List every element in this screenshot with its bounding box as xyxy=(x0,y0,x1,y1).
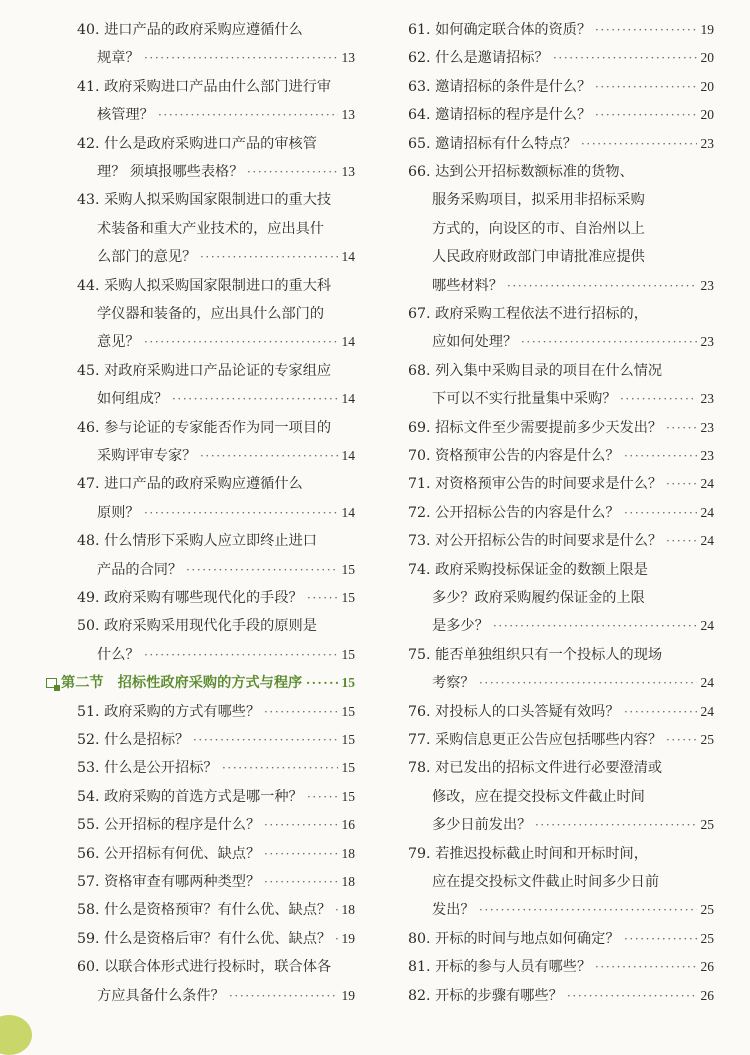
leader-dots xyxy=(535,815,697,835)
toc-entry-text: 是多少？ xyxy=(432,618,489,635)
page-number: 25 xyxy=(700,930,714,946)
page-number: 16 xyxy=(341,817,355,833)
toc-entry-text: 82. 开标的步骤有哪些？ xyxy=(408,987,563,1004)
page-number: 23 xyxy=(700,391,714,407)
leader-dots xyxy=(158,105,338,125)
toc-entry-text: 59. 什么是资格后审？有什么优、缺点？ xyxy=(77,930,332,947)
page-number: 18 xyxy=(341,902,355,918)
page-number: 25 xyxy=(700,732,714,747)
leader-dots xyxy=(306,673,338,693)
toc-entry-text: 学仪器和装备的，应出具什么部门的 xyxy=(97,306,325,322)
page-number: 19 xyxy=(341,987,355,1003)
toc-entry-text: 如何组成？ xyxy=(97,391,168,408)
toc-entry-text: 71. 对资格预审公告的时间要求是什么？ xyxy=(408,476,663,493)
toc-entry-text: 78. 对已发出的招标文件进行必要澄清或 xyxy=(408,760,663,777)
page-number: 23 xyxy=(700,334,714,350)
toc-entry-text: 多少日前发出？ xyxy=(432,817,532,834)
toc-entry-text: 62. 什么是邀请招标？ xyxy=(408,50,549,67)
leader-dots xyxy=(553,48,697,68)
leader-dots xyxy=(264,844,338,864)
leader-dots xyxy=(307,588,338,608)
toc-entry-text: 65. 邀请招标有什么特点？ xyxy=(408,135,577,152)
leader-dots xyxy=(222,758,338,778)
toc-entry-text: 56. 公开招标有何优、缺点？ xyxy=(77,845,261,862)
leader-dots xyxy=(247,162,338,182)
toc-entry-text: 41. 政府采购进口产品由什么部门进行审 xyxy=(77,78,332,95)
toc-entry-text: 52. 什么是招标？ xyxy=(77,732,190,748)
leader-dots xyxy=(479,673,697,693)
page-number: 26 xyxy=(700,987,714,1003)
toc-entry-text: 术装备和重大产业技术的，应出具什 xyxy=(97,220,325,237)
page-number: 20 xyxy=(700,78,714,94)
toc-entry-text: 51. 政府采购的方式有哪些？ xyxy=(77,703,261,720)
leader-dots xyxy=(595,957,697,977)
leader-dots xyxy=(567,986,697,1006)
leader-dots xyxy=(493,616,697,636)
leader-dots xyxy=(624,503,697,523)
toc-entry-text: 服务采购项目，拟采用非招标采购 xyxy=(432,192,645,209)
leader-dots xyxy=(595,77,697,97)
toc-entry-text: 67. 政府采购工程依法不进行招标的， xyxy=(408,306,648,322)
leader-dots xyxy=(666,418,697,438)
page-number: 26 xyxy=(700,959,714,975)
page-number: 15 xyxy=(341,788,355,804)
toc-entry-text: 原则？ xyxy=(97,504,140,521)
leader-dots xyxy=(624,929,697,949)
toc-entry-text: 方应具备什么条件？ xyxy=(97,987,225,1004)
toc-entry-text: 75. 能否单独组织只有一个投标人的现场 xyxy=(408,646,663,663)
leader-dots xyxy=(624,702,697,722)
leader-dots xyxy=(144,48,338,68)
toc-entry-text: 核管理？ xyxy=(97,107,154,124)
page-number: 15 xyxy=(341,561,355,577)
page-number: 15 xyxy=(341,703,355,719)
leader-dots xyxy=(595,20,697,40)
toc-entry-text: 63. 邀请招标的条件是什么？ xyxy=(408,78,592,95)
toc-entry-text: 70. 资格预审公告的内容是什么？ xyxy=(408,448,620,464)
leader-dots xyxy=(307,787,338,807)
leader-dots xyxy=(521,332,697,352)
toc-entry-text: 第二节 招标性政府采购的方式与程序 xyxy=(61,675,303,692)
leader-dots xyxy=(335,929,338,949)
page-number: 23 xyxy=(700,135,714,151)
page-number: 15 xyxy=(341,590,355,605)
leader-dots xyxy=(144,503,338,523)
leader-dots xyxy=(186,560,338,580)
toc-entry-text: 44. 采购人拟采购国家限制进口的重大科 xyxy=(77,277,332,294)
toc-entry-text: 应在提交投标文件截止时间多少日前 xyxy=(432,874,660,890)
toc-entry-text: 应如何处理？ xyxy=(432,334,518,351)
page-number: 20 xyxy=(700,107,714,123)
page-number: 19 xyxy=(341,930,355,946)
page-number: 24 xyxy=(700,504,714,520)
leader-dots xyxy=(479,900,697,920)
toc-entry-text: 考察？ xyxy=(432,675,475,692)
toc-entry-text: 意见？ xyxy=(97,334,140,351)
toc-entry-text: 43. 采购人拟采购国家限制进口的重大技 xyxy=(77,192,332,209)
leader-dots xyxy=(200,247,338,267)
page-number: 24 xyxy=(700,618,714,634)
toc-entry-text: 46. 参与论证的专家能否作为同一项目的 xyxy=(77,419,332,436)
page-number: 15 xyxy=(341,760,355,776)
leader-dots xyxy=(666,474,697,494)
leader-dots xyxy=(666,531,697,551)
toc-entry-text: 多少？政府采购履约保证金的上限 xyxy=(432,590,645,606)
leader-dots xyxy=(507,276,697,296)
page-number: 15 xyxy=(341,646,355,662)
leader-dots xyxy=(666,730,697,750)
toc-entry-text: 60. 以联合体形式进行投标时，联合体各 xyxy=(77,959,332,976)
corner-decoration xyxy=(0,1015,32,1055)
page-number: 18 xyxy=(341,874,355,889)
leader-dots xyxy=(200,446,338,466)
page-number: 23 xyxy=(700,419,714,435)
leader-dots xyxy=(264,872,338,892)
toc-entry-text: 采购评审专家？ xyxy=(97,448,197,464)
page-number: 14 xyxy=(341,391,355,407)
toc-entry-text: 74. 政府采购投标保证金的数额上限是 xyxy=(408,561,648,578)
page-number: 23 xyxy=(700,277,714,293)
toc-entry-text: 79. 若推迟投标截止时间和开标时间， xyxy=(408,845,648,862)
page-number: 24 xyxy=(700,703,714,719)
toc-entry-text: 42. 什么是政府采购进口产品的审核管 xyxy=(77,135,317,152)
toc-entry-text: 58. 什么是资格预审？有什么优、缺点？ xyxy=(77,902,332,919)
leader-dots xyxy=(172,389,338,409)
toc-entry-text: 54. 政府采购的首选方式是哪一种？ xyxy=(77,788,303,805)
toc-entry-text: 产品的合同？ xyxy=(97,561,183,578)
page-number: 13 xyxy=(341,50,355,66)
toc-entry-text: 理？ 须填报哪些表格？ xyxy=(97,164,244,180)
toc-entry-text: 48. 什么情形下采购人应立即终止进口 xyxy=(77,533,317,550)
toc-entry-text: 73. 对公开招标公告的时间要求是什么？ xyxy=(408,533,663,550)
toc-entry-text: 发出？ xyxy=(432,902,475,919)
toc-entry-text: 49. 政府采购有哪些现代化的手段？ xyxy=(77,590,303,606)
page-number: 15 xyxy=(341,675,355,691)
toc-entry-text: 修改，应在提交投标文件截止时间 xyxy=(432,788,645,805)
leader-dots xyxy=(144,645,338,665)
page-number: 15 xyxy=(341,732,355,747)
toc-entry-text: 哪些材料？ xyxy=(432,277,503,294)
leader-dots xyxy=(595,105,697,125)
page-number: 19 xyxy=(700,22,714,37)
toc-entry-text: 77. 采购信息更正公告应包括哪些内容？ xyxy=(408,732,663,748)
page-number: 14 xyxy=(341,504,355,520)
section-icon xyxy=(46,678,57,688)
toc-entry-text: 61. 如何确定联合体的资质？ xyxy=(408,22,592,38)
toc-entry-text: 什么？ xyxy=(97,646,140,663)
toc-entry-text: 53. 什么是公开招标？ xyxy=(77,760,218,777)
page-number: 23 xyxy=(700,448,714,463)
page-number: 24 xyxy=(700,533,714,549)
leader-dots xyxy=(335,900,338,920)
page-number: 14 xyxy=(341,448,355,463)
leader-dots xyxy=(624,446,697,466)
toc-entry-text: 55. 公开招标的程序是什么？ xyxy=(77,817,261,834)
toc-entry-text: 么部门的意见？ xyxy=(97,249,197,266)
leader-dots xyxy=(620,389,697,409)
toc-entry-text: 人民政府财政部门申请批准应提供 xyxy=(432,249,645,266)
toc-entry-text: 76. 对投标人的口头答疑有效吗？ xyxy=(408,703,620,720)
toc-entry-text: 40. 进口产品的政府采购应遵循什么 xyxy=(77,22,303,38)
toc-entry-text: 47. 进口产品的政府采购应遵循什么 xyxy=(77,476,303,493)
toc-entry-text: 68. 列入集中采购目录的项目在什么情况 xyxy=(408,362,663,379)
page-number: 24 xyxy=(700,675,714,691)
page-number: 25 xyxy=(700,817,714,833)
page-number: 25 xyxy=(700,902,714,918)
toc-entry-text: 81. 开标的参与人员有哪些？ xyxy=(408,959,592,976)
page-number: 14 xyxy=(341,249,355,265)
toc-entry-text: 69. 招标文件至少需要提前多少天发出？ xyxy=(408,419,663,436)
toc-entry-text: 方式的，向设区的市、自治州以上 xyxy=(432,220,645,237)
toc-entry-text: 45. 对政府采购进口产品论证的专家组应 xyxy=(77,362,332,379)
leader-dots xyxy=(264,815,338,835)
leader-dots xyxy=(229,986,338,1006)
toc-entry-text: 规章？ xyxy=(97,50,140,67)
toc-entry-text: 50. 政府采购采用现代化手段的原则是 xyxy=(77,618,317,635)
toc-entry-text: 80. 开标的时间与地点如何确定？ xyxy=(408,930,620,947)
toc-entry-text: 64. 邀请招标的程序是什么？ xyxy=(408,107,592,124)
page-number: 14 xyxy=(341,334,355,350)
toc-entry-text: 下可以不实行批量集中采购？ xyxy=(432,391,617,408)
toc-entry-text: 72. 公开招标公告的内容是什么？ xyxy=(408,504,620,521)
toc-entry-text: 57. 资格审查有哪两种类型？ xyxy=(77,874,261,890)
leader-dots xyxy=(581,134,697,154)
leader-dots xyxy=(144,332,338,352)
leader-dots xyxy=(193,730,338,750)
page-number: 13 xyxy=(341,107,355,123)
toc-entry-text: 66. 达到公开招标数额标准的货物、 xyxy=(408,164,634,180)
page-number: 18 xyxy=(341,845,355,861)
page-number: 13 xyxy=(341,164,355,179)
page-number: 20 xyxy=(700,50,714,66)
leader-dots xyxy=(264,702,338,722)
page-number: 24 xyxy=(700,476,714,492)
